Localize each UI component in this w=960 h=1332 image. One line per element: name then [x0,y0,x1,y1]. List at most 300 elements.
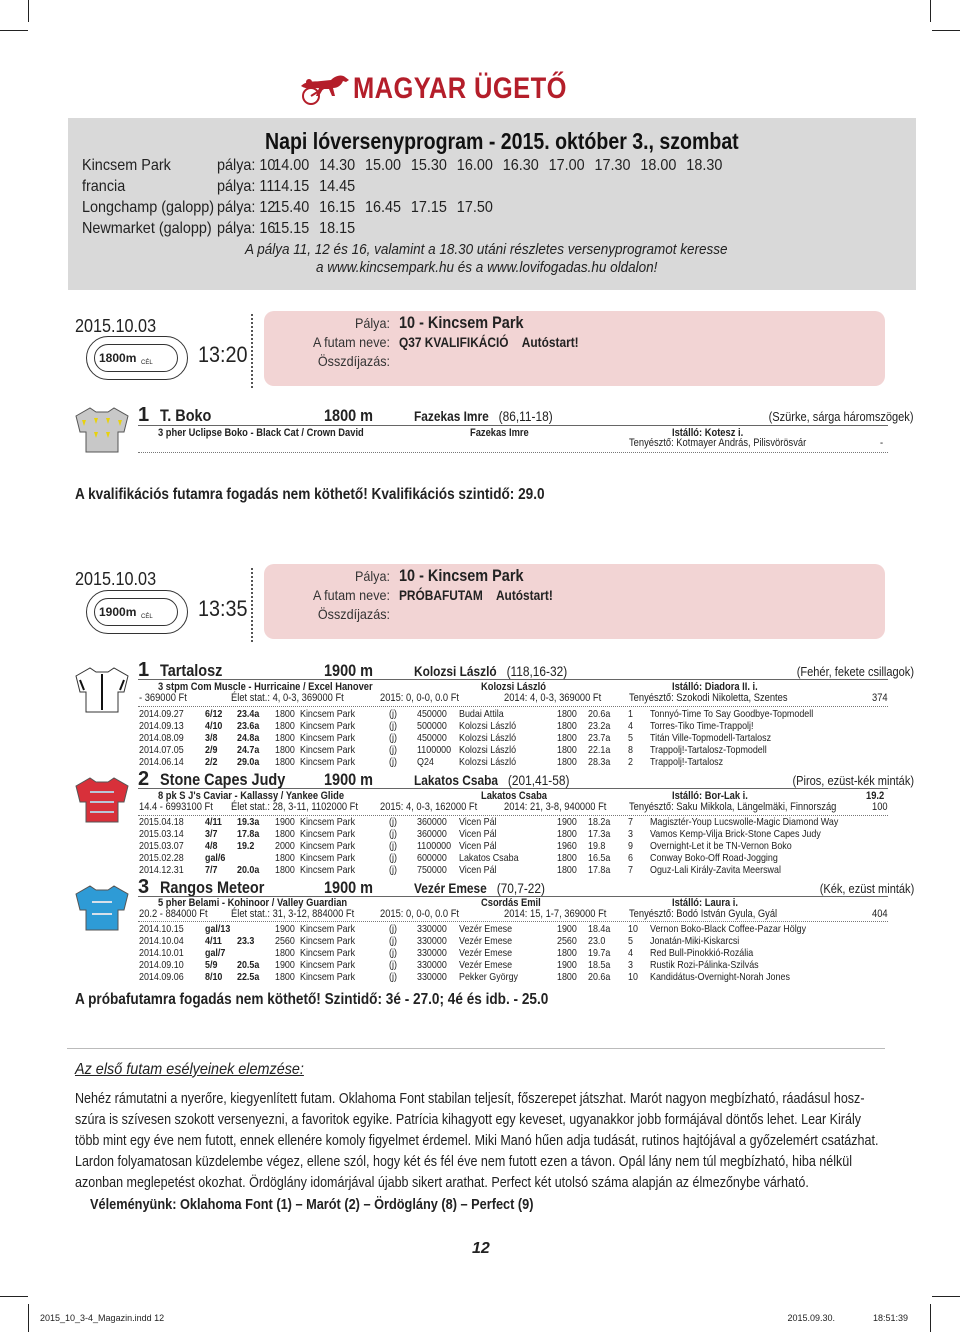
run-win-distance: 1900 [557,959,577,971]
horse-distance: 1900 m [324,661,374,680]
run-field: 10 [628,923,638,935]
run-type: (j) [389,852,397,864]
finish-label: CÉL [141,614,153,620]
race-time: 15.15 [273,220,310,237]
stable: Istálló: Diadora II. i. [672,681,758,693]
stable: Istálló: Kotesz i. [672,427,744,439]
run-time: 29.0a [237,756,260,768]
jockey-silk-gray-yellow-icon [72,402,132,462]
run-win-distance: 1800 [557,708,577,720]
track-name: Kincsem Park [82,157,171,174]
race-time: 14.15 [273,178,310,195]
run-driver: Kolozsi László [459,732,517,744]
section-divider [67,1048,885,1049]
run-place: 4/10 [205,720,223,732]
run-field: 8 [628,744,633,756]
breeder-code: 404 [872,908,888,920]
divider [138,706,888,707]
driver: Kolozsi László (118,16-32) [414,663,568,679]
futam-label: A futam neve: [312,587,390,603]
race-time: 17.15 [410,199,447,216]
run-win-time: 17.3a [588,828,611,840]
run-distance: 1900 [275,923,295,935]
run-prize: 750000 [417,864,447,876]
run-date: 2014.09.10 [139,959,184,971]
earnings: - 369000 Ft [139,692,187,704]
track-name: francia [82,178,126,195]
brand-title: MAGYAR ÜGETŐ [353,72,568,105]
run-win-distance: 1800 [557,947,577,959]
crop-mark [28,0,29,22]
run-prize: 360000 [417,828,447,840]
run-date: 2015.02.28 [139,852,184,864]
run-date: 2014.12.31 [139,864,184,876]
run-win-time: 23.2a [588,720,611,732]
run-track: Kincsem Park [300,971,356,983]
stable-tail: 19.2 [866,790,885,802]
finish-label: CÉL [141,360,153,366]
run-distance: 1800 [275,947,295,959]
breeder-tail: - [880,437,884,449]
run-date: 2014.09.13 [139,720,184,732]
footer-file: 2015_10_3-4_Magazin.indd 12 [40,1313,165,1323]
horse-number: 2 [138,768,150,790]
pedigree: 3 stpm Com Muscle - Hurricaine / Excel Hanover [158,681,373,693]
run-place: 3/7 [205,828,218,840]
run-place: 4/11 [205,935,222,947]
run-driver: Lakatos Csaba [459,852,519,864]
trainer: Fazekas Imre [470,427,529,439]
run-top3: Magisztér-Youp Lucswolle-Magic Diamond Way [650,816,839,828]
race-time: 16.15 [319,199,356,216]
brand-logo [297,72,605,106]
run-type: (j) [389,756,397,768]
run-distance: 1800 [275,720,295,732]
life-stats: Élet stat.: 28, 3-11, 1102000 Ft [231,801,359,813]
analysis-title: Az első futam esélyeinek elemzése: [75,1061,304,1078]
run-field: 5 [628,732,633,744]
run-win-distance: 1800 [557,864,577,876]
run-time: 24.7a [237,744,260,756]
race-distance: 1800m [99,351,137,365]
race-name: PRÓBAFUTAM Autóstart! [399,587,553,603]
run-win-distance: 1800 [557,756,577,768]
run-win-time: 18.4a [588,923,611,935]
separator [251,568,253,642]
run-date: 2014.10.15 [139,923,184,935]
silk-colors: (Piros, ezüst-kék minták) [792,773,914,788]
run-field: 3 [628,828,633,840]
run-win-time: 22.1a [588,744,611,756]
run-field: 6 [628,852,633,864]
run-prize: 330000 [417,971,447,983]
run-field: 7 [628,864,633,876]
run-track: Kincsem Park [300,720,356,732]
stats-2015: 2015: 0, 0-0, 0.0 Ft [380,692,460,704]
run-track: Kincsem Park [300,923,356,935]
futam-label: A futam neve: [312,334,390,350]
header-note-links[interactable]: a www.kincsempark.hu és a www.lovifogadas.hu oldalon! [316,259,658,276]
run-type: (j) [389,947,397,959]
run-driver: Budai Attila [459,708,504,720]
run-distance: 1800 [275,744,295,756]
race-time: 16.30 [502,157,539,174]
race-distance: 1900m [99,605,137,619]
run-type: (j) [389,864,397,876]
run-track: Kincsem Park [300,744,356,756]
run-type: (j) [389,732,397,744]
footer-time: 18:51:39 [872,1313,908,1323]
stats-2014: 2014: 15, 1-7, 369000 Ft [504,908,607,920]
run-prize: 330000 [417,947,447,959]
run-win-distance: 1800 [557,828,577,840]
run-place: gal/7 [205,947,226,959]
run-win-distance: 1800 [557,720,577,732]
race-time: 14.30 [319,157,356,174]
divider [138,679,888,680]
run-win-distance: 1800 [557,732,577,744]
trainer: Lakatos Csaba [481,790,548,802]
run-time: 19.2 [237,840,255,852]
run-distance: 2000 [275,840,295,852]
silk-colors: (Szürke, sárga háromszögek) [769,409,914,424]
run-win-time: 19.7a [588,947,611,959]
run-date: 2015.04.18 [139,816,184,828]
run-win-time: 17.8a [588,864,611,876]
race-track: 10 - Kincsem Park [399,313,524,332]
run-field: 7 [628,816,633,828]
run-distance: 1800 [275,732,295,744]
run-time: 23.6a [237,720,260,732]
breeder: Tenyésztő: Saku Mikkola, Längelmäki, Finnország [629,801,837,813]
run-type: (j) [389,959,397,971]
race-time: 18.15 [319,220,356,237]
run-track: Kincsem Park [300,756,356,768]
run-field: 4 [628,720,633,732]
run-top3: Rustik Rozi-Pálinka-Szilvás [650,959,759,971]
run-win-distance: 1900 [557,923,577,935]
run-place: 2/9 [205,744,218,756]
run-top3: Kandidátus-Overnight-Norah Jones [650,971,790,983]
analysis-line: több mint egy éve nem futott, ennek ellenére komoly figyelmet érdemel. Miki Manó hűen adja tudását, rutinos hajtójával a győzelemért csatázhat. [75,1132,879,1149]
crop-mark [930,0,931,22]
run-track: Kincsem Park [300,816,356,828]
run-type: (j) [389,923,397,935]
crop-mark [28,1304,29,1332]
run-track: Kincsem Park [300,935,356,947]
horse-name: Stone Capes Judy [160,770,286,789]
run-distance: 1800 [275,852,295,864]
run-type: (j) [389,708,397,720]
page-number: 12 [472,1240,490,1257]
run-place: 7/7 [205,864,218,876]
race-time: 18.00 [640,157,677,174]
run-distance: 2560 [275,935,295,947]
horse-number: 1 [138,659,150,681]
stable: Istálló: Bor-Lak i. [672,790,748,802]
track-row [82,178,365,196]
run-prize: 1100000 [417,744,452,756]
run-win-time: 23.7a [588,732,611,744]
track-palya: pálya: 16 [217,220,276,237]
race-time: 16.45 [365,199,402,216]
run-prize: Q24 [417,756,434,768]
race-time: 16.00 [456,157,493,174]
race-name: Q37 KVALIFIKÁCIÓ Autóstart! [399,334,579,350]
horse-sulky-icon [297,72,353,106]
run-driver: Kolozsi László [459,744,517,756]
silk-colors: (Fehér, fekete csillagok) [796,664,914,679]
run-field: 10 [628,971,638,983]
stats-2014: 2014: 21, 3-8, 940000 Ft [504,801,607,813]
run-driver: Vicen Pál [459,840,497,852]
breeder-code: 374 [872,692,888,704]
jockey-silk-blue-silver-icon [72,880,132,940]
run-driver: Kolozsi László [459,756,517,768]
run-track: Kincsem Park [300,708,356,720]
track-row [82,199,503,217]
separator [251,314,253,388]
run-track: Kincsem Park [300,852,356,864]
run-place: 4/11 [205,816,222,828]
race-time: 17.50 [456,199,493,216]
run-top3: Oguz-Lali Király-Zavita Meerswal [650,864,781,876]
run-distance: 1800 [275,756,295,768]
horse-name: Rangos Meteor [160,878,265,897]
track-name: Newmarket (galopp) [82,220,212,237]
horse-number: 3 [138,876,150,898]
breeder: Tenyésztő: Kotmayer András, Pilisvörösvár [629,437,807,449]
run-date: 2014.10.01 [139,947,184,959]
track-row [82,157,732,175]
run-top3: Vamos Kemp-Vilja Brick-Stone Capes Judy [650,828,821,840]
earnings: 14.4 - 6993100 Ft [139,801,213,813]
analysis-line: szúra is szívesen szokott versenyezni, a favoritok egyike. Patrícia kihagyott egy keveset, ugyanakkor jobb formájával döntős lehet. Lear Király [75,1111,861,1128]
run-time: 24.8a [237,732,260,744]
race-date: 2015.10.03 [75,316,157,336]
run-time: 20.5a [237,959,260,971]
run-prize: 500000 [417,720,447,732]
run-place: gal/6 [205,852,226,864]
pedigree: 3 pher Uclipse Boko - Black Cat / Crown David [158,427,364,439]
run-top3: Torres-Tiko Time-Trappolj! [650,720,754,732]
driver: Lakatos Csaba (201,41-58) [414,772,570,788]
run-date: 2015.03.07 [139,840,184,852]
run-win-time: 28.3a [588,756,611,768]
race-time: 18.30 [686,157,723,174]
run-place: gal/13 [205,923,231,935]
run-driver: Kolozsi László [459,720,517,732]
run-date: 2014.07.05 [139,744,184,756]
run-top3: Red Bull-Pinokkió-Rozália [650,947,754,959]
run-driver: Vicen Pál [459,816,497,828]
run-driver: Vezér Emese [459,923,513,935]
run-distance: 1900 [275,816,295,828]
track-row [82,220,365,238]
crop-mark [0,30,28,31]
run-distance: 1800 [275,708,295,720]
run-win-time: 18.2a [588,816,611,828]
race-time: 17.30 [594,157,631,174]
stable: Istálló: Laura i. [672,897,738,909]
run-top3: Titán Ville-Topmodell-Tartalosz [650,732,772,744]
run-win-distance: 1900 [557,816,577,828]
footer-date: 2015.09.30. [787,1313,835,1323]
run-win-distance: 1960 [557,840,577,852]
run-win-distance: 1800 [557,852,577,864]
run-track: Kincsem Park [300,840,356,852]
run-field: 2 [628,756,633,768]
trainer: Kolozsi László [481,681,546,693]
run-type: (j) [389,828,397,840]
run-win-time: 23.0 [588,935,606,947]
jockey-silk-red-silver-blue-icon [72,772,132,832]
stats-2015: 2015: 4, 0-3, 162000 Ft [380,801,478,813]
run-win-time: 18.5a [588,959,611,971]
run-place: 6/12 [205,708,223,720]
run-place: 8/10 [205,971,223,983]
race-time: 13:35 [198,596,248,621]
run-top3: Overnight-Let it be TN-Vernon Boko [650,840,792,852]
run-distance: 1900 [275,959,295,971]
analysis-line: Nehéz rámutatni a nyerőre, kiegyenlített futam. Oklahoma Font stabilan teljesít, főszerepet játszhat. Marót nagyon megbízható, ráadásul hosz- [75,1090,865,1107]
run-track: Kincsem Park [300,959,356,971]
verdict: Véleményünk: Oklahoma Font (1) – Marót (2) – Ördöglány (8) – Perfect (9) [90,1196,534,1213]
crop-mark [932,1296,960,1297]
breeder-code: 100 [872,801,888,813]
race-time: 17.00 [548,157,585,174]
run-field: 5 [628,935,633,947]
palya-label: Pálya: [354,315,390,331]
run-win-time: 19.8 [588,840,606,852]
divider [138,921,888,922]
run-top3: Trappolj!-Tartalosz-Topmodell [650,744,767,756]
life-stats: Élet stat.: 4, 0-3, 369000 Ft [231,692,344,704]
breeder: Tenyésztő: Bodó István Gyula, Gyál [629,908,778,920]
race-time: 14.45 [319,178,356,195]
jockey-silk-white-black-stars-icon [72,662,132,722]
breeder: Tenyésztő: Szokodi Nikoletta, Szentes [629,692,788,704]
run-driver: Vicen Pál [459,864,497,876]
header-note: A pálya 11, 12 és 16, valamint a 18.30 utáni részletes versenyprogramot keresse [245,241,728,258]
run-time: 17.8a [237,828,260,840]
run-type: (j) [389,935,397,947]
crop-mark [932,30,960,31]
palya-label: Pálya: [354,568,390,584]
race-note: A próbafutamra fogadás nem köthető! Szintidő: 3é - 27.0; 4é és idb. - 25.0 [75,991,549,1008]
run-top3: Conway Boko-Off Road-Jogging [650,852,778,864]
run-win-distance: 2560 [557,935,577,947]
run-top3: Tonnyó-Time To Say Goodbye-Topmodell [650,708,814,720]
run-prize: 330000 [417,959,447,971]
race-time: 13:20 [198,342,248,367]
track-palya: pálya: 12 [217,199,276,216]
run-distance: 1800 [275,828,295,840]
driver: Fazekas Imre (86,11-18) [414,408,553,424]
driver: Vezér Emese (70,7-22) [414,880,545,896]
run-time: 20.0a [237,864,260,876]
horse-number: 1 [138,404,150,426]
run-win-distance: 1800 [557,971,577,983]
run-driver: Vezér Emese [459,947,513,959]
horse-distance: 1900 m [324,770,374,789]
crop-mark [0,1296,28,1297]
silk-colors: (Kék, ezüst minták) [819,881,914,896]
track-palya: pálya: 11 [217,178,275,195]
run-driver: Vezér Emese [459,959,513,971]
run-prize: 360000 [417,816,447,828]
run-type: (j) [389,840,397,852]
run-track: Kincsem Park [300,864,356,876]
run-date: 2014.09.06 [139,971,184,983]
run-field: 3 [628,959,633,971]
track-name: Longchamp (galopp) [82,199,215,216]
run-top3: Jonatán-Miki-Kiskarcsi [650,935,740,947]
divider [138,452,888,453]
race-time: 15.00 [365,157,402,174]
run-date: 2014.10.04 [139,935,184,947]
run-driver: Pekker György [459,971,519,983]
divider [138,788,888,789]
run-place: 4/8 [205,840,218,852]
page-title: Napi lóversenyprogram - 2015. október 3., szombat [265,128,739,154]
run-time: 23.3 [237,935,255,947]
run-date: 2014.06.14 [139,756,184,768]
ossz-label: Összdíjazás: [317,353,390,369]
run-date: 2014.08.09 [139,732,184,744]
life-stats: Élet stat.: 31, 3-12, 884000 Ft [231,908,355,920]
run-win-time: 20.6a [588,708,611,720]
run-type: (j) [389,816,397,828]
horse-name: Tartalosz [160,661,223,680]
run-place: 5/9 [205,959,218,971]
run-prize: 1100000 [417,840,452,852]
trainer: Csordás Emil [481,897,541,909]
run-prize: 330000 [417,923,447,935]
pedigree: 5 pher Belami - Kohinoor / Valley Guardian [158,897,348,909]
divider [138,425,888,426]
run-time: 19.3a [237,816,260,828]
analysis-line: azonban meglepetést okozhat. Ördöglány idomárjával újabb sikert arathat. Perfect két utolsó száma alapján az élmezőnybe várható. [75,1174,809,1191]
horse-distance: 1900 m [324,878,374,897]
stats-2015: 2015: 0, 0-0, 0.0 Ft [380,908,460,920]
race-time: 15.30 [410,157,447,174]
run-prize: 600000 [417,852,447,864]
run-date: 2015.03.14 [139,828,184,840]
run-field: 4 [628,947,633,959]
earnings: 20.2 - 884000 Ft [139,908,208,920]
run-top3: Trappolj!-Tartalosz [650,756,724,768]
run-distance: 1800 [275,971,295,983]
run-win-time: 20.6a [588,971,611,983]
horse-distance: 1800 m [324,406,374,425]
run-track: Kincsem Park [300,947,356,959]
race-date: 2015.10.03 [75,569,157,589]
run-type: (j) [389,720,397,732]
run-type: (j) [389,971,397,983]
horse-name: T. Boko [160,406,212,425]
ossz-label: Összdíjazás: [317,606,390,622]
run-prize: 450000 [417,708,447,720]
analysis-line: Lardon folyamatosan küzdelembe végez, ellene szól, hogy két és fél éve nem futott ezen a távon. Opál lány nem túl megbízható, hiba nélkül [75,1153,853,1170]
run-field: 9 [628,840,633,852]
run-time: 22.5a [237,971,260,983]
run-track: Kincsem Park [300,732,356,744]
run-prize: 330000 [417,935,447,947]
crop-mark [930,1304,931,1332]
run-type: (j) [389,744,397,756]
race-track: 10 - Kincsem Park [399,566,524,585]
